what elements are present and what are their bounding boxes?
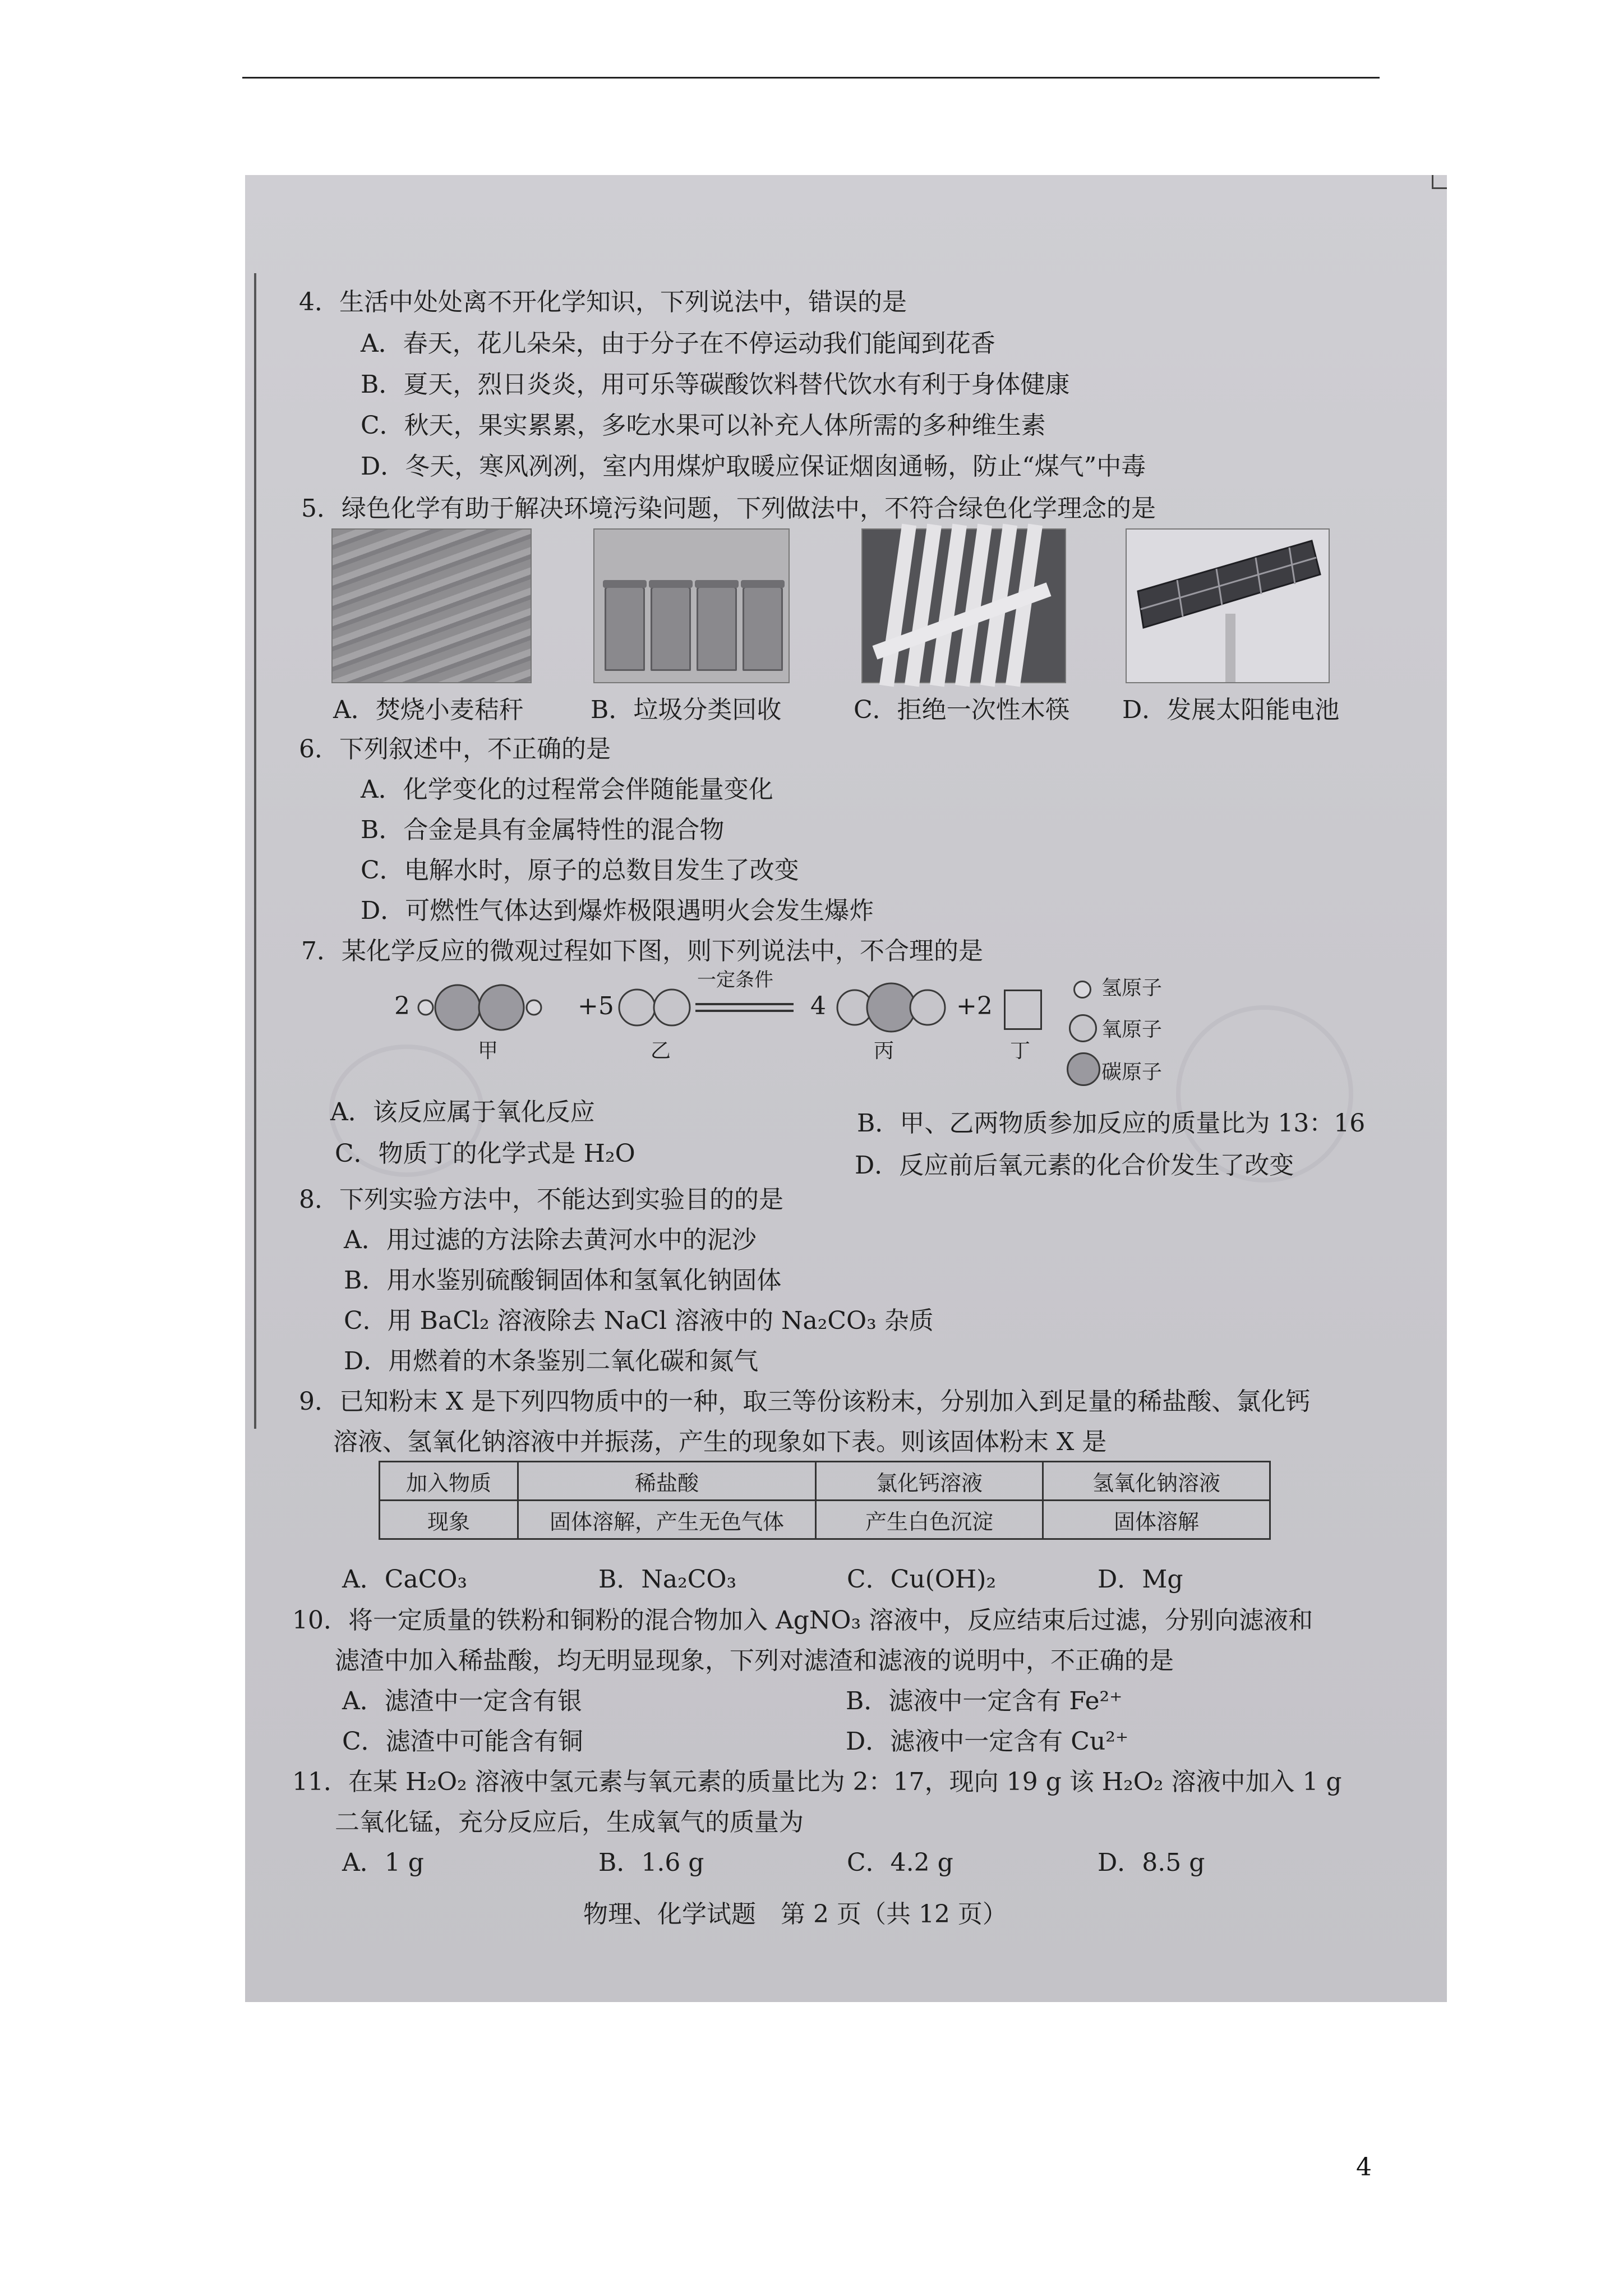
coefficient-4: 4 [810, 992, 826, 1020]
q4-option-d: D．冬天，寒风冽冽，室内用煤炉取暖应保证烟囱通畅，防止“煤气”中毒 [361, 452, 1146, 481]
molecule-yi-drawing [618, 988, 691, 1027]
q9-stem-line1: 9．已知粉末 X 是下列四物质中的一种，取三等份该粉末，分别加入到足量的稀盐酸、氯化钙 [299, 1387, 1311, 1416]
page-corner-mark [1432, 175, 1447, 189]
table-row [380, 1501, 1270, 1539]
q7-option-a: A．该反应属于氧化反应 [330, 1098, 595, 1126]
label-jia: 甲 [478, 1039, 499, 1062]
q10-option-a: A．滤渣中一定含有银 [342, 1687, 582, 1715]
q4-stem: 4．生活中处处离不开化学知识，下列说法中，错误的是 [299, 288, 907, 316]
top-rule [242, 77, 1380, 79]
burning-straw-photo [331, 528, 532, 683]
molecule-bing-drawing [836, 982, 947, 1033]
page-edge-line [254, 273, 256, 1429]
q9-option-d: D．Mg [1098, 1565, 1183, 1594]
carbon-atom-icon [1067, 1052, 1100, 1086]
q8-option-d: D．用燃着的木条鉴别二氧化碳和氮气 [344, 1347, 759, 1375]
label-yi: 乙 [651, 1039, 671, 1062]
q11-option-c: C．4.2 g [847, 1848, 953, 1877]
solar-panel-drawing [1127, 530, 1329, 682]
solar-panel-photo [1126, 528, 1330, 683]
reaction-condition: 一定条件 [697, 969, 773, 991]
q7-stem: 7．某化学反应的微观过程如下图，则下列说法中，不合理的是 [301, 937, 983, 965]
legend-carbon: 碳原子 [1101, 1061, 1163, 1084]
q5-option-c: C．拒绝一次性木筷 [854, 696, 1070, 724]
reaction-arrow-line [695, 1003, 794, 1005]
q10-option-d: D．滤液中一定含有 Cu²⁺ [846, 1727, 1129, 1756]
q9-option-c: C．Cu(OH)₂ [847, 1565, 997, 1594]
label-ding: 丁 [1010, 1039, 1031, 1062]
q11-option-d: D．8.5 g [1098, 1848, 1205, 1877]
oxygen-atom-icon [1069, 1014, 1097, 1042]
exam-footer: 物理、化学试题 第 2 页（共 12 页） [583, 1900, 1007, 1929]
q6-option-d: D．可燃性气体达到爆炸极限遇明火会发生爆炸 [361, 896, 874, 925]
q9-option-b: B．Na₂CO₃ [598, 1565, 737, 1594]
q8-stem: 8．下列实验方法中，不能达到实验目的的是 [299, 1185, 783, 1214]
plus-2: +2 [956, 992, 993, 1020]
coefficient-2: 2 [394, 992, 410, 1020]
q6-option-a: A．化学变化的过程常会伴随能量变化 [361, 775, 773, 804]
q10-stem-line2: 滤渣中加入稀盐酸，均无明显现象，下列对滤渣和滤液的说明中，不正确的是 [335, 1646, 1174, 1675]
q7-option-c: C．物质丁的化学式是 H₂O [335, 1139, 635, 1168]
q4-option-b: B．夏天，烈日炎炎，用可乐等碳酸饮料替代饮水有利于身体健康 [361, 370, 1070, 399]
q5-option-b: B．垃圾分类回收 [591, 696, 782, 724]
q6-stem: 6．下列叙述中，不正确的是 [299, 735, 611, 763]
q11-option-b: B．1.6 g [598, 1848, 704, 1877]
label-bing: 丙 [874, 1039, 895, 1062]
recycling-bins-photo [593, 528, 790, 683]
table-row [380, 1462, 1270, 1501]
q5-option-a: A．焚烧小麦秸秆 [333, 696, 524, 724]
table-cell: 固体溶解 [1043, 1501, 1270, 1539]
q4-option-a: A．春天，花儿朵朵，由于分子在不停运动我们能闻到花香 [361, 329, 995, 358]
q8-option-a: A．用过滤的方法除去黄河水中的泥沙 [344, 1226, 757, 1254]
q5-option-d: D．发展太阳能电池 [1122, 696, 1340, 724]
q9-option-a: A．CaCO₃ [342, 1565, 468, 1594]
q11-stem-line1: 11．在某 H₂O₂ 溶液中氢元素与氧元素的质量比为 2：17，现向 19 g 该 H₂O₂ 溶液中加入 1 g [292, 1768, 1342, 1796]
q8-option-b: B．用水鉴别硫酸铜固体和氢氧化钠固体 [344, 1266, 782, 1295]
reaction-arrow-line [695, 1010, 794, 1012]
q4-option-c: C．秋天，果实累累，多吃水果可以补充人体所需的多种维生素 [361, 411, 1046, 440]
legend-oxygen: 氧原子 [1101, 1018, 1163, 1041]
q11-stem-line2: 二氧化锰，充分反应后，生成氧气的质量为 [335, 1808, 804, 1837]
scanned-exam-page [245, 175, 1447, 2002]
table-cell: 氯化钙溶液 [816, 1462, 1043, 1501]
table-cell: 稀盐酸 [518, 1462, 816, 1501]
legend-hydrogen: 氢原子 [1101, 977, 1163, 1000]
q8-option-c: C．用 BaCl₂ 溶液除去 NaCl 溶液中的 Na₂CO₃ 杂质 [344, 1306, 934, 1335]
table-cell: 加入物质 [380, 1462, 518, 1501]
molecule-ding-box [1004, 990, 1042, 1030]
q6-option-c: C．电解水时，原子的总数目发生了改变 [361, 856, 799, 885]
page-number: 4 [1356, 2153, 1372, 2182]
q7-option-d: D．反应前后氧元素的化合价发生了改变 [855, 1151, 1294, 1180]
q5-stem: 5．绿色化学有助于解决环境污染问题，下列做法中，不符合绿色化学理念的是 [301, 494, 1156, 523]
q9-table [379, 1461, 1271, 1540]
q10-stem-line1: 10．将一定质量的铁粉和铜粉的混合物加入 AgNO₃ 溶液中，反应结束后过滤，分别向滤液和 [292, 1606, 1313, 1635]
table-cell: 氢氧化钠溶液 [1043, 1462, 1270, 1501]
q9-stem-line2: 溶液、氢氧化钠溶液中并振荡，产生的现象如下表。则该固体粉末 X 是 [333, 1428, 1107, 1456]
q6-option-b: B．合金是具有金属特性的混合物 [361, 816, 725, 844]
molecule-jia-drawing [417, 984, 546, 1031]
q11-option-a: A．1 g [342, 1848, 424, 1877]
table-cell: 产生白色沉淀 [816, 1501, 1043, 1539]
table-cell: 现象 [380, 1501, 518, 1539]
chopsticks-photo [861, 528, 1066, 683]
q7-option-b: B．甲、乙两物质参加反应的质量比为 13：16 [857, 1109, 1366, 1138]
plus-5: +5 [578, 992, 614, 1020]
hydrogen-atom-icon [1073, 981, 1091, 999]
q10-option-c: C．滤渣中可能含有铜 [342, 1727, 583, 1756]
table-cell: 固体溶解，产生无色气体 [518, 1501, 816, 1539]
q10-option-b: B．滤液中一定含有 Fe²⁺ [846, 1687, 1123, 1715]
